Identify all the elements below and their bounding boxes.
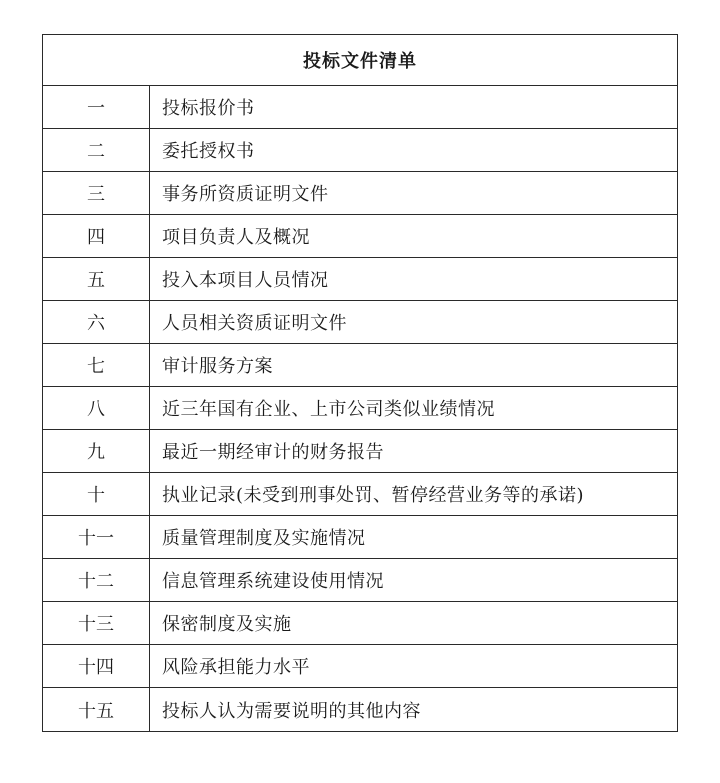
row-number: 六 bbox=[43, 301, 150, 344]
table-title-row bbox=[43, 35, 678, 86]
row-number: 四 bbox=[43, 215, 150, 258]
row-number: 十一 bbox=[43, 516, 150, 559]
row-item: 执业记录(未受到刑事处罚、暂停经营业务等的承诺) bbox=[150, 473, 678, 516]
row-item: 风险承担能力水平 bbox=[150, 645, 678, 688]
row-item: 人员相关资质证明文件 bbox=[150, 301, 678, 344]
bid-document-list-table bbox=[42, 34, 678, 732]
row-number: 三 bbox=[43, 172, 150, 215]
row-item: 投标报价书 bbox=[150, 86, 678, 129]
row-number: 二 bbox=[43, 129, 150, 172]
row-item: 投入本项目人员情况 bbox=[150, 258, 678, 301]
row-item: 保密制度及实施 bbox=[150, 602, 678, 645]
row-item: 审计服务方案 bbox=[150, 344, 678, 387]
row-number: 十五 bbox=[43, 688, 150, 732]
row-item: 委托授权书 bbox=[150, 129, 678, 172]
row-number: 七 bbox=[43, 344, 150, 387]
row-number: 十二 bbox=[43, 559, 150, 602]
table-row bbox=[43, 559, 678, 602]
table-row bbox=[43, 301, 678, 344]
row-item: 事务所资质证明文件 bbox=[150, 172, 678, 215]
table-row bbox=[43, 258, 678, 301]
table-row bbox=[43, 516, 678, 559]
table-row bbox=[43, 172, 678, 215]
row-number: 八 bbox=[43, 387, 150, 430]
table-row bbox=[43, 344, 678, 387]
row-item: 项目负责人及概况 bbox=[150, 215, 678, 258]
row-number: 十 bbox=[43, 473, 150, 516]
row-item: 投标人认为需要说明的其他内容 bbox=[150, 688, 678, 732]
row-number: 一 bbox=[43, 86, 150, 129]
table-title: 投标文件清单 bbox=[43, 35, 678, 86]
table-row bbox=[43, 215, 678, 258]
row-number: 十四 bbox=[43, 645, 150, 688]
table-row bbox=[43, 86, 678, 129]
row-item: 信息管理系统建设使用情况 bbox=[150, 559, 678, 602]
table-row bbox=[43, 430, 678, 473]
row-item: 最近一期经审计的财务报告 bbox=[150, 430, 678, 473]
table-row bbox=[43, 387, 678, 430]
table-row bbox=[43, 645, 678, 688]
row-number: 五 bbox=[43, 258, 150, 301]
table-row bbox=[43, 688, 678, 732]
table-row bbox=[43, 473, 678, 516]
table-row bbox=[43, 129, 678, 172]
row-number: 九 bbox=[43, 430, 150, 473]
row-item: 近三年国有企业、上市公司类似业绩情况 bbox=[150, 387, 678, 430]
table-row bbox=[43, 602, 678, 645]
row-number: 十三 bbox=[43, 602, 150, 645]
row-item: 质量管理制度及实施情况 bbox=[150, 516, 678, 559]
